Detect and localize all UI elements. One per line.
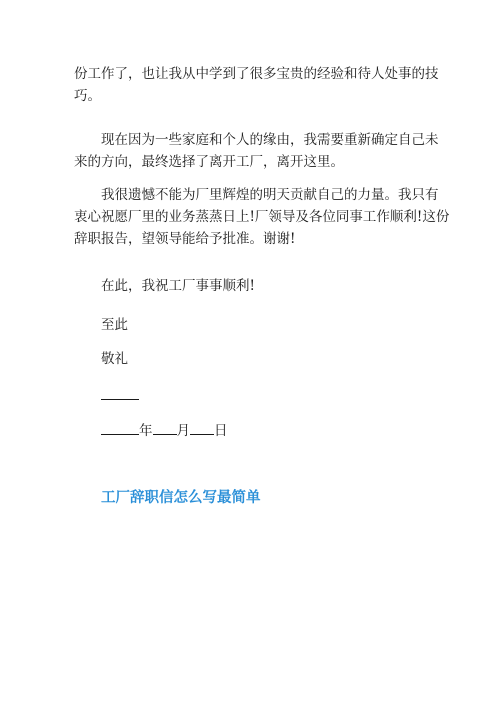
closing-text: 至此	[101, 317, 128, 333]
closing-line-2	[74, 348, 434, 370]
paragraph-line: 巧。	[74, 88, 101, 104]
signature-blank	[101, 387, 139, 400]
paragraph-continuation	[74, 63, 439, 107]
paragraph-line: 份工作了，也让我从中学到了很多宝贵的经验和待人处事的技	[74, 66, 439, 82]
date-line	[74, 420, 434, 442]
closing-line-1	[74, 314, 434, 336]
signature-line	[74, 385, 434, 407]
month-label: 月	[176, 423, 190, 439]
paragraph-regret	[74, 184, 450, 250]
day-label: 日	[214, 423, 228, 439]
month-blank	[153, 422, 177, 435]
section-heading: 工厂辞职信怎么写最简单	[101, 489, 261, 506]
closing-text: 敬礼	[101, 351, 128, 367]
paragraph-line: 来的方向，最终选择了离开工厂，离开这里。	[74, 154, 344, 170]
wish-line	[74, 275, 434, 297]
year-blank	[101, 422, 139, 435]
paragraph-line: 衷心祝愿厂里的业务蒸蒸日上!厂领导及各位同事工作顺利!这份	[74, 209, 450, 225]
year-label: 年	[139, 423, 153, 439]
wish-text: 在此，我祝工厂事事顺利!	[101, 278, 255, 294]
paragraph-line: 我很遗憾不能为厂里辉煌的明天贡献自己的力量。我只有	[101, 187, 439, 203]
paragraph-line: 现在因为一些家庭和个人的缘由，我需要重新确定自己未	[101, 132, 439, 148]
paragraph-reason	[74, 129, 439, 173]
signature-blank-wrap	[74, 385, 434, 407]
paragraph-line: 辞职报告，望领导能给予批准。谢谢!	[74, 231, 296, 247]
date-fields	[74, 420, 434, 442]
day-blank	[190, 422, 214, 435]
